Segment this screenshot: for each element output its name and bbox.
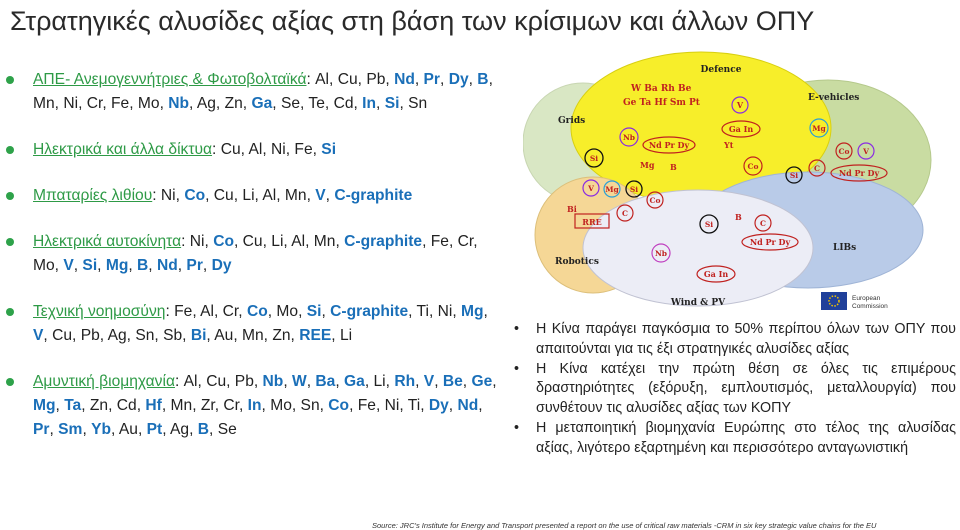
element-symbol: Cr — [457, 233, 474, 250]
element-symbol: Ti — [416, 303, 429, 320]
element-symbol: Fe — [294, 141, 313, 158]
element-symbol: Li — [242, 187, 255, 204]
value-chain-item: Μπαταρίες λιθίου: Ni, Co, Cu, Li, Al, Mn, V, C-graphite — [6, 184, 506, 208]
value-chain-name: Ηλεκτρικά και άλλα δίκτυα — [33, 141, 213, 158]
value-chain-name: ΑΠΕ- Ανεμογεννήτριες & Φωτοβολταϊκά — [33, 71, 307, 88]
logo-text-commission: Commission — [852, 303, 888, 310]
element-symbol: Ga — [344, 373, 365, 390]
element-symbol: Mo — [33, 257, 55, 274]
element-symbol: Cd — [333, 95, 354, 112]
element-symbol: Al — [200, 303, 214, 320]
element-symbol: Hf — [145, 397, 162, 414]
element-symbol: REE — [299, 327, 332, 344]
element-nb-wind: Nb — [654, 249, 668, 258]
element-c-wind: C — [760, 219, 766, 228]
element-c-evehicles: C — [814, 164, 820, 173]
element-symbol: Ti — [407, 397, 421, 414]
element-symbol: Ni — [189, 233, 205, 250]
element-symbol: Fe — [174, 303, 193, 320]
element-symbol: Ba — [315, 373, 336, 390]
sector-label-robotics: Robotics — [555, 257, 599, 267]
element-symbol: B — [137, 257, 149, 274]
element-symbol: Al — [183, 373, 198, 390]
element-symbol: Mn — [241, 327, 264, 344]
element-si-wind: Si — [704, 220, 714, 229]
element-symbol: Zn — [89, 397, 109, 414]
element-symbol: Cr — [222, 303, 239, 320]
element-symbol: Te — [308, 95, 325, 112]
element-symbol: Si — [384, 95, 400, 112]
element-symbol: Li — [339, 327, 353, 344]
element-symbol: Ni — [271, 141, 286, 158]
element-symbol: Si — [306, 303, 322, 320]
element-symbol: Cr — [223, 397, 239, 414]
page-title: Στρατηγικές αλυσίδες αξίας στη βάση των κρίσιμων και άλλων ΟΠΥ — [10, 6, 815, 36]
value-chain-item: Ηλεκτρικά αυτοκίνητα: Ni, Co, Cu, Li, Al, Mn, C-graphite, Fe, Cr, Mo, V, Si, Mg, B, Nd, Pr, Dy — [6, 230, 506, 278]
element-symbol: Sn — [408, 95, 428, 112]
element-symbol: Nd — [457, 397, 479, 414]
element-symbol: W — [292, 373, 307, 390]
element-symbol: Ni — [437, 303, 453, 320]
value-chain-item: Αμυντική βιομηχανία: Al, Cu, Pb, Nb, W, Ba, Ga, Li, Rh, V, Be, Ge, Mg, Ta, Zn, Cd, Hf, Mn, Zr, Cr, In, Mo, Sn, Co, Fe, Ni, Ti, Dy, Nd, Pr, Sm, Yb, Au, Pt, Ag, B, Se — [6, 370, 506, 442]
element-symbol: Pr — [33, 421, 50, 438]
element-symbol: Yb — [91, 421, 112, 438]
element-symbol: Cd — [116, 397, 137, 414]
element-symbol: Ni — [63, 95, 79, 112]
element-mg-robotics: Mg — [605, 185, 619, 194]
element-symbol: Co — [328, 397, 350, 414]
element-mg-defence: Mg — [640, 160, 655, 170]
element-symbol: Rh — [394, 373, 416, 390]
element-symbol: Cu — [206, 373, 227, 390]
element-symbol: Cu — [213, 187, 234, 204]
element-symbol: In — [362, 95, 377, 112]
element-yt-defence: Yt — [724, 140, 734, 150]
element-gain-defence: Ga In — [728, 124, 754, 134]
bullet-dot — [6, 238, 14, 246]
element-symbol: Al — [291, 233, 306, 250]
element-symbol: In — [247, 397, 262, 414]
defence-elements-1: W Ba Rh Be — [631, 84, 692, 94]
element-ndprdy-wind: Nd Pr Dy — [749, 237, 791, 247]
element-symbol: Au — [214, 327, 234, 344]
element-symbol: Ag — [170, 421, 190, 438]
element-b-defence: B — [670, 162, 677, 172]
bullet-marker: • — [514, 321, 520, 337]
european-commission-logo — [821, 292, 888, 310]
element-symbol: Be — [442, 373, 463, 390]
element-symbol: Au — [118, 421, 138, 438]
element-symbol: Nb — [168, 95, 190, 112]
defence-elements-2: Ge Ta Hf Sm Pt — [623, 98, 700, 108]
element-symbol: Pb — [234, 373, 254, 390]
element-symbol: C-graphite — [344, 233, 423, 250]
element-symbol: Ta — [64, 397, 82, 414]
element-nb-defence: Nb — [622, 133, 636, 142]
element-si-grids: Si — [589, 154, 599, 163]
element-symbol: Pt — [146, 421, 163, 438]
fact-text: Η μεταποιητική βιομηχανία Ευρώπης στο τέλος της αλυσίδας αξίας, λιγότερο εξαρτημένη και περισσότερο ανταγωνιστική — [536, 419, 956, 456]
element-symbol: Co — [246, 303, 268, 320]
fact-item — [512, 320, 956, 360]
element-symbol: Bi — [190, 327, 207, 344]
bullet-dot — [6, 76, 14, 84]
element-symbol: Pr — [186, 257, 203, 274]
element-ree-robotics: RRE — [582, 217, 602, 227]
element-si-evehicles: Si — [789, 171, 799, 180]
element-v-defence: V — [736, 100, 744, 110]
element-symbol: B — [477, 71, 489, 88]
element-ndprdy-evehicles: Nd Pr Dy — [838, 168, 880, 178]
element-symbol: Mo — [276, 303, 299, 320]
element-v-robotics: V — [588, 184, 594, 193]
china-facts-list — [512, 320, 956, 459]
element-symbol: Mn — [33, 95, 55, 112]
sector-label-defence: Defence — [700, 65, 742, 75]
value-chain-name: Τεχνική νοημοσύνη — [33, 303, 166, 320]
element-symbol: Mn — [313, 233, 336, 250]
element-symbol: Dy — [448, 71, 469, 88]
element-symbol: Li — [373, 373, 386, 390]
value-chain-name: Ηλεκτρικά αυτοκίνητα — [33, 233, 182, 250]
element-symbol: Fe — [111, 95, 130, 112]
element-symbol: Se — [280, 95, 301, 112]
element-symbol: Si — [82, 257, 98, 274]
element-symbol: Co — [184, 187, 206, 204]
element-symbol: Li — [271, 233, 284, 250]
bullet-dot — [6, 192, 14, 200]
element-symbol: Ge — [471, 373, 493, 390]
element-symbol: Dy — [428, 397, 449, 414]
element-symbol: Nd — [156, 257, 178, 274]
element-symbol: Mo — [270, 397, 292, 414]
element-v-evehicles: V — [863, 147, 869, 156]
element-symbol: Ga — [251, 95, 273, 112]
fact-text: Η Κίνα παράγει παγκόσμια το 50% περίπου όλων των ΟΠΥ που απαιτούνται για τις έξι στρατηγικές αλυσίδες αξίας — [536, 321, 956, 357]
element-symbol: Pr — [423, 71, 441, 88]
fact-item — [512, 419, 956, 459]
sector-label-grids: Grids — [558, 116, 586, 126]
element-symbol: Mn — [284, 187, 307, 204]
element-si-robotics: Si — [629, 185, 639, 194]
element-symbol: Cu — [242, 233, 263, 250]
element-symbol: Cu — [220, 141, 241, 158]
element-bi-robotics: Bi — [567, 204, 577, 214]
value-chain-name: Μπαταρίες λιθίου — [33, 187, 153, 204]
value-chain-list — [6, 68, 506, 464]
element-symbol: Fe — [430, 233, 449, 250]
logo-text-european: European — [852, 295, 881, 302]
bullet-marker: • — [514, 419, 520, 436]
element-co-evehicles: Co — [838, 147, 850, 156]
element-symbol: Si — [321, 141, 337, 158]
element-symbol: V — [315, 187, 326, 204]
value-chain-name: Αμυντική βιομηχανία — [33, 373, 175, 390]
element-symbol: Zr — [200, 397, 215, 414]
element-symbol: Mn — [170, 397, 193, 414]
bullet-dot — [6, 378, 14, 386]
element-c-robotics: C — [622, 209, 628, 218]
element-symbol: V — [33, 327, 44, 344]
element-symbol: V — [423, 373, 435, 390]
element-symbol: Cr — [86, 95, 103, 112]
sector-label-libs: LIBs — [833, 243, 857, 253]
value-chain-item: Τεχνική νοημοσύνη: Fe, Al, Cr, Co, Mo, Si, C-graphite, Ti, Ni, Mg, V, Cu, Pb, Ag, Sn, Sb, Bi, Au, Mn, Zn, REE, Li — [6, 300, 506, 348]
element-ndprdy-defence: Nd Pr Dy — [648, 140, 690, 150]
element-symbol: Mg — [33, 397, 56, 414]
element-symbol: Mg — [461, 303, 484, 320]
element-co-defence: Co — [747, 162, 759, 171]
element-symbol: Zn — [272, 327, 291, 344]
element-symbol: Mo — [137, 95, 160, 112]
bullet-marker: • — [514, 360, 520, 377]
fact-text: Η Κίνα κατέχει την πρώτη θέση σε όλες τις επιμέρους δραστηριότητες (εξόρυξη, εμπλουτισμός, μεταλλουργία) που συνθέτουν τις αλυσίδες αξίας των ΚΟΠΥ — [536, 360, 956, 417]
element-symbol: Al — [315, 71, 330, 88]
element-mg-evehicles: Mg — [812, 124, 826, 133]
element-symbol: Mg — [105, 257, 129, 274]
fact-item — [512, 360, 956, 419]
element-symbol: Nb — [262, 373, 284, 390]
element-b-wind: B — [735, 212, 742, 222]
element-symbol: Co — [213, 233, 234, 250]
element-symbol: Cu — [337, 71, 358, 88]
element-symbol: Sm — [58, 421, 83, 438]
element-symbol: Al — [262, 187, 277, 204]
element-symbol: C-graphite — [330, 303, 409, 320]
source-note: Source: JRC's Institute for Energy and Transport presented a report on the use of critical raw materials -CRM in six key strategic value chains for the EU — [372, 521, 877, 530]
element-symbol: Ni — [384, 397, 400, 414]
element-symbol: Dy — [211, 257, 232, 274]
element-symbol: Sb — [163, 327, 183, 344]
element-symbol: Ag — [196, 95, 216, 112]
sector-label-evehicles: E-vehicles — [808, 93, 860, 103]
element-co-robotics: Co — [649, 196, 661, 205]
value-chain-item: ΑΠΕ- Ανεμογεννήτριες & Φωτοβολταϊκά: Al, Cu, Pb, Nd, Pr, Dy, B, Mn, Ni, Cr, Fe, Mo, Nb, Ag, Zn, Ga, Se, Te, Cd, In, Si, Sn — [6, 68, 506, 116]
element-symbol: Sn — [135, 327, 155, 344]
element-gain-wind: Ga In — [703, 269, 729, 279]
element-symbol: Cu — [52, 327, 73, 344]
sector-label-wind-pv: Wind & PV — [670, 298, 726, 308]
element-symbol: Se — [217, 421, 237, 438]
value-chain-item: Ηλεκτρικά και άλλα δίκτυα: Cu, Al, Ni, Fe, Si — [6, 138, 506, 162]
value-chain-venn-diagram — [523, 48, 933, 318]
element-symbol: Sn — [300, 397, 320, 414]
bullet-dot — [6, 308, 14, 316]
element-symbol: B — [197, 421, 210, 438]
element-symbol: V — [63, 257, 74, 274]
element-symbol: Ni — [160, 187, 176, 204]
element-symbol: Pb — [80, 327, 100, 344]
element-symbol: Fe — [357, 397, 376, 414]
element-symbol: Nd — [394, 71, 415, 88]
bullet-dot — [6, 146, 14, 154]
element-symbol: Ag — [107, 327, 127, 344]
element-symbol: Al — [248, 141, 263, 158]
element-symbol: Zn — [224, 95, 243, 112]
element-symbol: C-graphite — [334, 187, 413, 204]
element-symbol: Pb — [366, 71, 386, 88]
wind-pv-sector — [583, 190, 813, 306]
